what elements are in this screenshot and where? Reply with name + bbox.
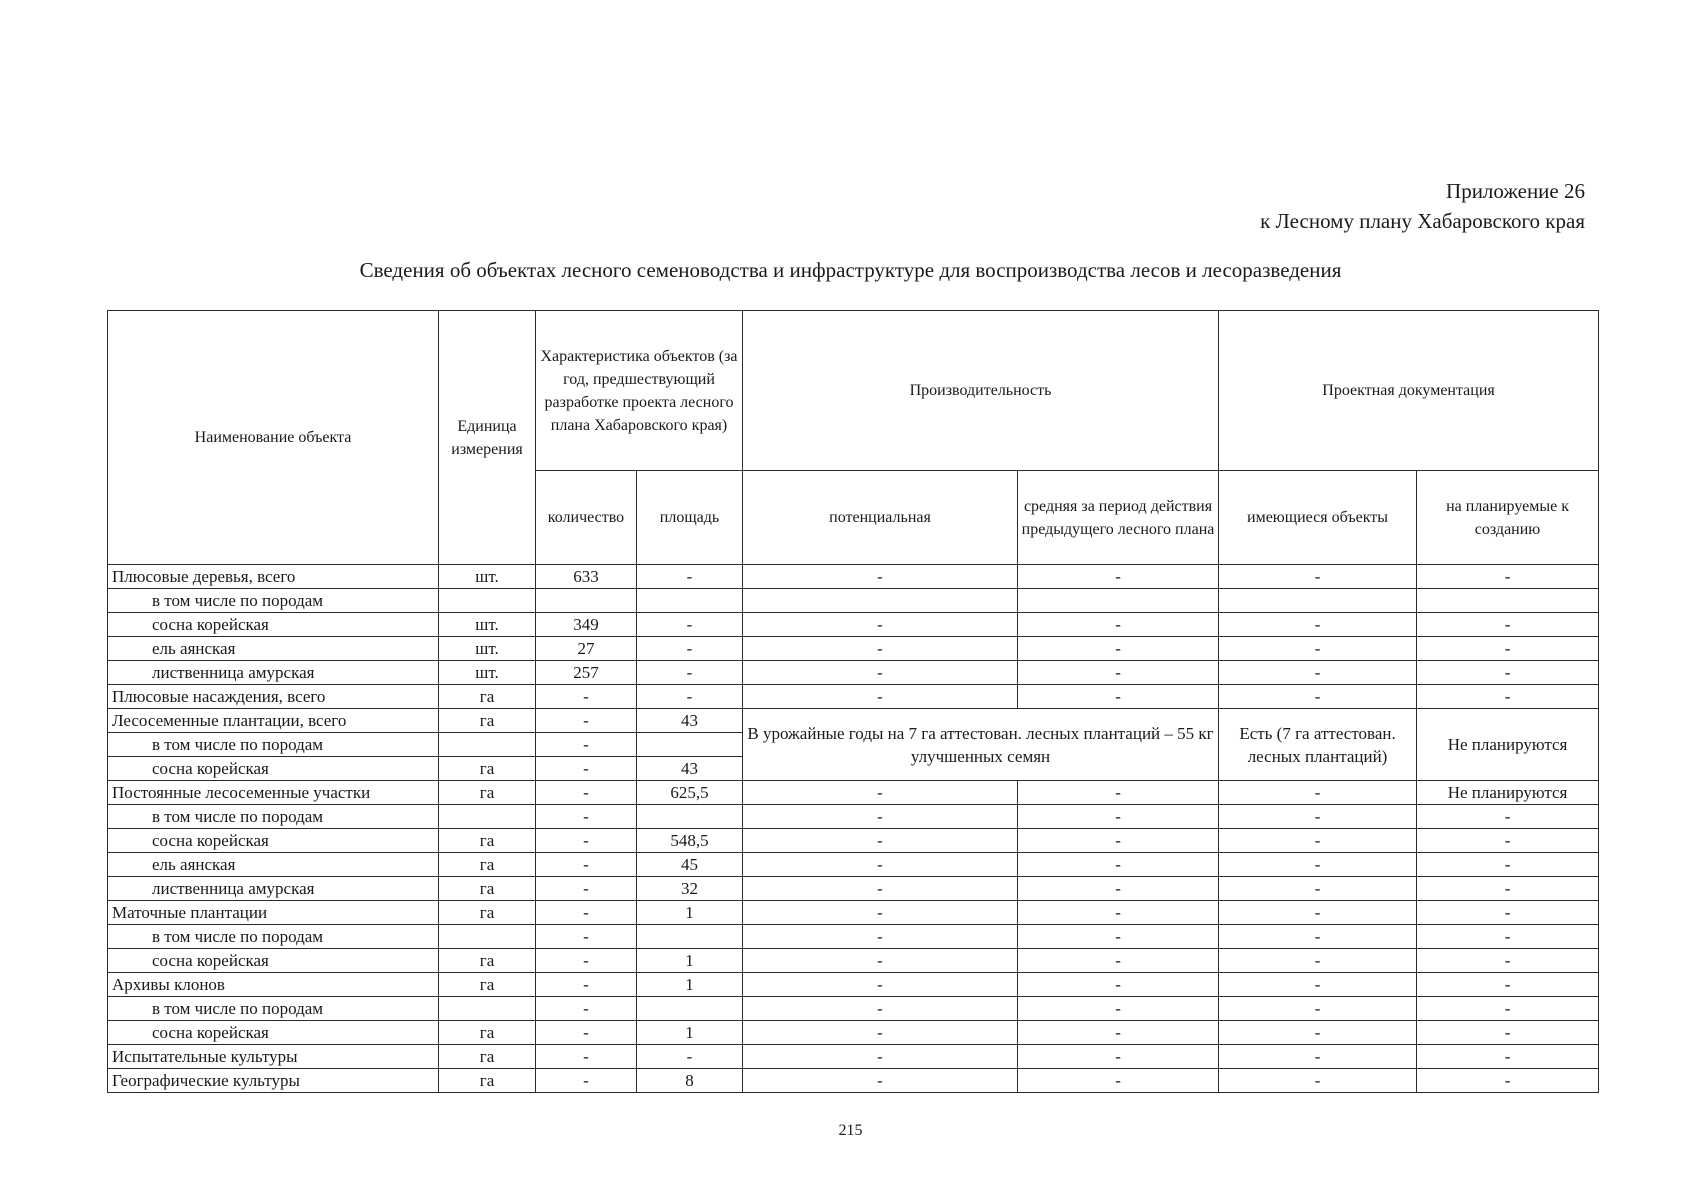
row-quantity: -: [536, 805, 637, 829]
row-average: -: [1018, 949, 1219, 973]
row-quantity: -: [536, 853, 637, 877]
row-potential: -: [743, 661, 1018, 685]
row-planned: -: [1417, 685, 1599, 709]
row-name: лиственница амурская: [108, 661, 439, 685]
row-unit: га: [439, 877, 536, 901]
row-unit: га: [439, 1069, 536, 1093]
row-unit: га: [439, 973, 536, 997]
row-unit: [439, 997, 536, 1021]
row-planned: -: [1417, 1021, 1599, 1045]
row-potential: -: [743, 853, 1018, 877]
row-potential: -: [743, 685, 1018, 709]
header-unit: Единица измерения: [439, 311, 536, 565]
row-unit: га: [439, 1045, 536, 1069]
table-row: [108, 853, 1599, 877]
row-quantity: -: [536, 925, 637, 949]
row-potential: -: [743, 613, 1018, 637]
row-area: [637, 805, 743, 829]
row-potential: [743, 589, 1018, 613]
row-planned: -: [1417, 1069, 1599, 1093]
row-name: в том числе по породам: [108, 925, 439, 949]
row-planned: -: [1417, 565, 1599, 589]
row-quantity: [536, 589, 637, 613]
row-name: в том числе по породам: [108, 589, 439, 613]
row-area: [637, 589, 743, 613]
row-existing: -: [1219, 925, 1417, 949]
row-existing: [1219, 589, 1417, 613]
row-name: Плюсовые деревья, всего: [108, 565, 439, 589]
row-average: -: [1018, 853, 1219, 877]
row-area: [637, 733, 743, 757]
table-row: [108, 565, 1599, 589]
row-potential: -: [743, 781, 1018, 805]
header-quantity: количество: [536, 471, 637, 565]
row-existing: -: [1219, 685, 1417, 709]
row-name: ель аянская: [108, 637, 439, 661]
row-existing: -: [1219, 661, 1417, 685]
row-quantity: -: [536, 781, 637, 805]
row-planned: -: [1417, 877, 1599, 901]
row-name: в том числе по породам: [108, 805, 439, 829]
table-row: [108, 805, 1599, 829]
row-area: 32: [637, 877, 743, 901]
row-existing: -: [1219, 949, 1417, 973]
header-characteristics: Характеристика объектов (за год, предшествующий разработке проекта лесного плана Хабаровского края): [536, 311, 743, 471]
row-existing: -: [1219, 829, 1417, 853]
row-existing: -: [1219, 565, 1417, 589]
row-potential: -: [743, 973, 1018, 997]
row-area: [637, 925, 743, 949]
row-potential: -: [743, 997, 1018, 1021]
row-area: 43: [637, 757, 743, 781]
row-unit: га: [439, 1021, 536, 1045]
table-row: [108, 781, 1599, 805]
table-body: [108, 565, 1599, 1093]
row-average: -: [1018, 637, 1219, 661]
row-potential: -: [743, 949, 1018, 973]
row-planned: -: [1417, 829, 1599, 853]
row-unit: [439, 589, 536, 613]
row-quantity: -: [536, 877, 637, 901]
row-quantity: -: [536, 1069, 637, 1093]
row-planned: -: [1417, 997, 1599, 1021]
header-planned: на планируемые к созданию: [1417, 471, 1599, 565]
table-row: [108, 661, 1599, 685]
row-planned: -: [1417, 1045, 1599, 1069]
row-planned: Не планируются: [1417, 781, 1599, 805]
row-existing: -: [1219, 853, 1417, 877]
row-name: Испытательные культуры: [108, 1045, 439, 1069]
table-row: [108, 973, 1599, 997]
table-row: [108, 877, 1599, 901]
row-area: -: [637, 565, 743, 589]
row-existing: -: [1219, 877, 1417, 901]
header-name: Наименование объекта: [108, 311, 439, 565]
header-productivity: Производительность: [743, 311, 1219, 471]
row-planned: [1417, 589, 1599, 613]
row-unit: [439, 733, 536, 757]
row-area: 8: [637, 1069, 743, 1093]
table-row: [108, 589, 1599, 613]
row-name: ель аянская: [108, 853, 439, 877]
row-existing: -: [1219, 1045, 1417, 1069]
row-name: сосна корейская: [108, 613, 439, 637]
table-row: [108, 901, 1599, 925]
row-planned: -: [1417, 949, 1599, 973]
row-existing: -: [1219, 805, 1417, 829]
table-row: [108, 613, 1599, 637]
table-row: [108, 925, 1599, 949]
row-quantity: -: [536, 1021, 637, 1045]
row-quantity: -: [536, 1045, 637, 1069]
row-unit: га: [439, 853, 536, 877]
row-quantity: -: [536, 973, 637, 997]
row-unit: [439, 925, 536, 949]
row-unit: шт.: [439, 637, 536, 661]
row-average: -: [1018, 565, 1219, 589]
row-area: 548,5: [637, 829, 743, 853]
merged-productivity: В урожайные годы на 7 га аттестован. лесных плантаций – 55 кг улучшенных семян: [743, 709, 1219, 781]
row-unit: га: [439, 829, 536, 853]
row-unit: [439, 805, 536, 829]
row-name: Маточные плантации: [108, 901, 439, 925]
row-quantity: -: [536, 829, 637, 853]
row-average: -: [1018, 685, 1219, 709]
row-name: в том числе по породам: [108, 997, 439, 1021]
row-average: -: [1018, 661, 1219, 685]
row-planned: -: [1417, 613, 1599, 637]
row-existing: -: [1219, 997, 1417, 1021]
row-average: -: [1018, 973, 1219, 997]
row-potential: -: [743, 877, 1018, 901]
document-title: Сведения об объектах лесного семеноводства и инфраструктуре для воспроизводства лесов и лесоразведения: [359, 258, 1342, 282]
row-area: 45: [637, 853, 743, 877]
appendix-subtitle: к Лесному плану Хабаровского края: [1260, 209, 1585, 233]
row-area: -: [637, 661, 743, 685]
row-name: в том числе по породам: [108, 733, 439, 757]
row-unit: га: [439, 949, 536, 973]
row-name: Лесосеменные плантации, всего: [108, 709, 439, 733]
row-average: -: [1018, 829, 1219, 853]
row-unit: га: [439, 781, 536, 805]
row-planned: -: [1417, 637, 1599, 661]
merged-existing: Есть (7 га аттестован. лесных плантаций): [1219, 709, 1417, 781]
row-existing: -: [1219, 973, 1417, 997]
row-planned: -: [1417, 805, 1599, 829]
row-name: Географические культуры: [108, 1069, 439, 1093]
row-quantity: -: [536, 709, 637, 733]
row-name: сосна корейская: [108, 757, 439, 781]
row-unit: шт.: [439, 661, 536, 685]
row-potential: -: [743, 925, 1018, 949]
row-average: -: [1018, 1045, 1219, 1069]
row-planned: -: [1417, 661, 1599, 685]
row-potential: -: [743, 901, 1018, 925]
row-average: -: [1018, 613, 1219, 637]
header-potential: потенциальная: [743, 471, 1018, 565]
row-quantity: 349: [536, 613, 637, 637]
row-potential: -: [743, 637, 1018, 661]
table-row: [108, 949, 1599, 973]
header-existing: имеющиеся объекты: [1219, 471, 1417, 565]
row-planned: -: [1417, 853, 1599, 877]
row-potential: -: [743, 1045, 1018, 1069]
row-quantity: -: [536, 997, 637, 1021]
row-name: сосна корейская: [108, 1021, 439, 1045]
row-quantity: 633: [536, 565, 637, 589]
row-name: Постоянные лесосеменные участки: [108, 781, 439, 805]
row-area: 1: [637, 901, 743, 925]
row-quantity: -: [536, 685, 637, 709]
row-area: 43: [637, 709, 743, 733]
row-average: -: [1018, 925, 1219, 949]
row-average: -: [1018, 805, 1219, 829]
row-area: -: [637, 637, 743, 661]
table-row: [108, 685, 1599, 709]
header-project-docs: Проектная документация: [1219, 311, 1599, 471]
row-planned: -: [1417, 925, 1599, 949]
table-row: [108, 1021, 1599, 1045]
row-area: -: [637, 613, 743, 637]
row-name: сосна корейская: [108, 949, 439, 973]
table-row: [108, 709, 1599, 733]
row-planned: -: [1417, 973, 1599, 997]
row-area: -: [637, 685, 743, 709]
row-average: -: [1018, 781, 1219, 805]
row-existing: -: [1219, 1069, 1417, 1093]
row-unit: шт.: [439, 565, 536, 589]
row-unit: га: [439, 901, 536, 925]
row-area: -: [637, 1045, 743, 1069]
row-planned: -: [1417, 901, 1599, 925]
row-name: лиственница амурская: [108, 877, 439, 901]
row-average: -: [1018, 901, 1219, 925]
row-quantity: 27: [536, 637, 637, 661]
row-existing: -: [1219, 1021, 1417, 1045]
row-area: 1: [637, 1021, 743, 1045]
row-potential: -: [743, 1021, 1018, 1045]
row-average: -: [1018, 1069, 1219, 1093]
row-area: 1: [637, 973, 743, 997]
row-unit: га: [439, 685, 536, 709]
row-unit: га: [439, 709, 536, 733]
row-quantity: 257: [536, 661, 637, 685]
row-quantity: -: [536, 949, 637, 973]
row-average: -: [1018, 997, 1219, 1021]
row-area: [637, 997, 743, 1021]
seed-objects-table: [107, 310, 1599, 1093]
row-potential: -: [743, 805, 1018, 829]
row-average: [1018, 589, 1219, 613]
row-existing: -: [1219, 901, 1417, 925]
row-unit: га: [439, 757, 536, 781]
table-row: [108, 1069, 1599, 1093]
appendix-number: Приложение 26: [1446, 179, 1585, 203]
row-potential: -: [743, 829, 1018, 853]
row-potential: -: [743, 565, 1018, 589]
header-average: средняя за период действия предыдущего лесного плана: [1018, 471, 1219, 565]
row-potential: -: [743, 1069, 1018, 1093]
row-quantity: -: [536, 733, 637, 757]
header-area: площадь: [637, 471, 743, 565]
appendix-note: [1260, 176, 1585, 236]
row-existing: -: [1219, 781, 1417, 805]
row-quantity: -: [536, 901, 637, 925]
row-existing: -: [1219, 613, 1417, 637]
table-row: [108, 997, 1599, 1021]
table-row: [108, 1045, 1599, 1069]
row-area: 1: [637, 949, 743, 973]
row-name: сосна корейская: [108, 829, 439, 853]
row-area: 625,5: [637, 781, 743, 805]
row-quantity: -: [536, 757, 637, 781]
table-row: [108, 637, 1599, 661]
page-number: 215: [838, 1122, 863, 1139]
table-row: [108, 829, 1599, 853]
merged-planned: Не планируются: [1417, 709, 1599, 781]
row-name: Архивы клонов: [108, 973, 439, 997]
row-average: -: [1018, 877, 1219, 901]
row-name: Плюсовые насаждения, всего: [108, 685, 439, 709]
row-unit: шт.: [439, 613, 536, 637]
row-average: -: [1018, 1021, 1219, 1045]
row-existing: -: [1219, 637, 1417, 661]
